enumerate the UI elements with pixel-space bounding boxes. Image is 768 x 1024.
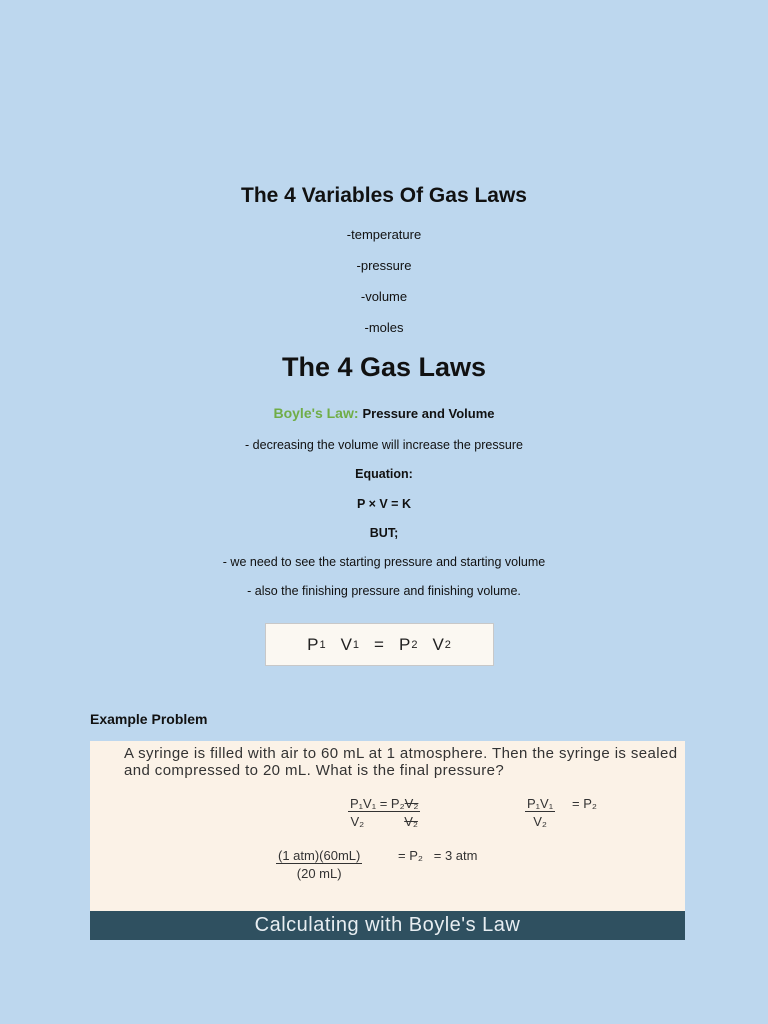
example-problem-image xyxy=(90,741,685,911)
but-label: BUT; xyxy=(369,526,399,540)
example-label: Example Problem xyxy=(90,711,208,727)
calculation: (1 atm)(60mL) (20 mL) xyxy=(278,848,361,881)
boyle-description: - decreasing the volume will increase the pressure xyxy=(245,438,523,452)
section-title: The 4 Gas Laws xyxy=(281,352,487,382)
fraction-2-result: = P₂ xyxy=(572,796,597,811)
finishing-note: - also the finishing pressure and finishing volume. xyxy=(247,584,521,598)
problem-text: A syringe is filled with air to 60 mL at 1 atmosphere. Then the syringe is sealed and compressed to 20 mL. What is the final pressure? xyxy=(124,745,678,779)
example-footer: Calculating with Boyle's Law xyxy=(90,911,685,940)
fraction-2: $\frac{\text{P₁V₁}}{\text{V₂}}$ xyxy=(527,796,554,829)
calculation-result: = P₂ = 3 atm xyxy=(398,848,478,863)
starting-note: - we need to see the starting pressure and starting volume xyxy=(222,555,546,569)
variable-moles: -moles xyxy=(364,320,404,335)
variable-pressure: -pressure xyxy=(356,258,412,273)
boyle-heading xyxy=(0,405,768,421)
boyle-topic: Pressure and Volume xyxy=(362,406,495,421)
equation-label: Equation: xyxy=(355,467,413,481)
fraction-1: $\frac{\text{P₁V₁ = P₂V₂}}{\text{V₂ V₂}}$ xyxy=(350,796,419,829)
boyle-formula-box: P 1 V 1 = P 2 V 2 xyxy=(265,623,494,666)
page-title: The 4 Variables Of Gas Laws xyxy=(241,184,527,207)
boyle-law-name: Boyle's Law: xyxy=(273,405,359,421)
equation: P × V = K xyxy=(357,497,411,511)
variable-temperature: -temperature xyxy=(346,227,422,242)
variable-volume: -volume xyxy=(360,289,408,304)
